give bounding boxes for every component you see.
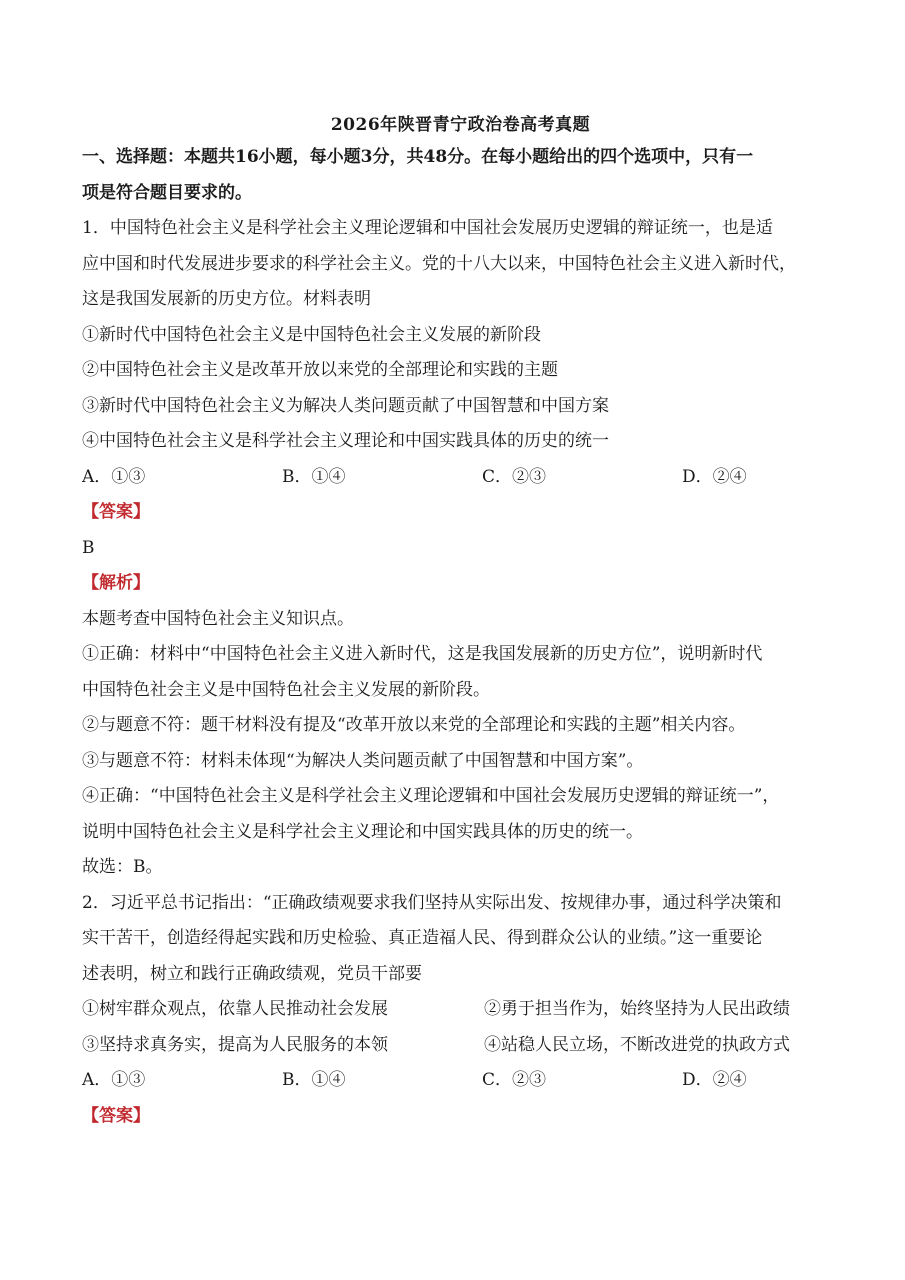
q1-option-d[interactable]: D．②④ <box>682 466 747 487</box>
q1-stem-line: 这是我国发展新的历史方位。材料表明 <box>82 289 371 309</box>
q2-statement-3: ③坚持求真务实，提高为人民服务的本领 <box>82 1034 388 1055</box>
q2-option-c[interactable]: C．②③ <box>482 1070 547 1090</box>
question-2 <box>82 886 839 1135</box>
q1-analysis-line: ②与题意不符：题干材料没有提及“改革开放以来党的全部理论和实践的主题”相关内容。 <box>82 715 746 735</box>
q1-option-b[interactable]: B．①④ <box>282 466 346 487</box>
q1-options <box>82 460 839 496</box>
q1-analysis-line: ④正确：“中国特色社会主义是科学社会主义理论逻辑和中国社会发展历史逻辑的辩证统一”， <box>82 786 780 806</box>
q1-stem-line: 1．中国特色社会主义是科学社会主义理论逻辑和中国社会发展历史逻辑的辩证统一，也是适 <box>82 218 773 238</box>
question-1 <box>82 211 839 886</box>
q1-option-a[interactable]: A．①③ <box>82 466 146 487</box>
q2-option-d[interactable]: D．②④ <box>682 1070 747 1090</box>
q1-analysis-line: 说明中国特色社会主义是科学社会主义理论和中国实践具体的历史的统一。 <box>82 821 643 842</box>
q2-stem-line: 述表明，树立和践行正确政绩观，党员干部要 <box>82 963 422 984</box>
q1-statement-4: ④中国特色社会主义是科学社会主义理论和中国实践具体的历史的统一 <box>82 431 609 451</box>
q2-statement-4: ④站稳人民立场，不断改进党的执政方式 <box>484 1034 790 1055</box>
q2-stem-line: 2．习近平总书记指出：“正确政绩观要求我们坚持从实际出发、按规律办事，通过科学决策和 <box>82 892 782 913</box>
q2-answer-tag: 【答案】 <box>82 1105 150 1126</box>
q1-analysis-tag: 【解析】 <box>82 573 150 593</box>
q1-statement-1: ①新时代中国特色社会主义是中国特色社会主义发展的新阶段 <box>82 324 541 345</box>
q1-analysis-line: ①正确：材料中“中国特色社会主义进入新时代，这是我国发展新的历史方位”，说明新时代 <box>82 644 763 664</box>
q2-option-a[interactable]: A．①③ <box>82 1070 146 1090</box>
q1-statement-3: ③新时代中国特色社会主义为解决人类问题贡献了中国智慧和中国方案 <box>82 395 609 416</box>
q2-statement-1: ①树牢群众观点，依靠人民推动社会发展 <box>82 999 388 1019</box>
q2-options <box>82 1063 839 1099</box>
q2-statements-row-1 <box>82 992 839 1028</box>
q1-stem-line: 应中国和时代发展进步要求的科学社会主义。党的十八大以来，中国特色社会主义进入新时代， <box>82 253 796 274</box>
q1-answer: B <box>82 537 95 558</box>
q2-option-b[interactable]: B．①④ <box>282 1070 346 1090</box>
q2-statements-row-2 <box>82 1028 839 1064</box>
q1-analysis-line: 本题考查中国特色社会主义知识点。 <box>82 608 354 629</box>
q2-statement-2: ②勇于担当作为，始终坚持为人民出政绩 <box>484 999 790 1019</box>
page-title: 2026年陕晋青宁政治卷高考真题 <box>330 115 591 135</box>
q1-answer-tag: 【答案】 <box>82 502 150 522</box>
q1-statement-2: ②中国特色社会主义是改革开放以来党的全部理论和实践的主题 <box>82 360 558 380</box>
section-instruction-line-1: 一、选择题：本题共16小题，每小题3分，共48分。在每小题给出的四个选项中，只有一 <box>82 147 754 167</box>
q1-option-c[interactable]: C．②③ <box>482 466 547 487</box>
q2-stem-line: 实干苦干，创造经得起实践和历史检验、真正造福人民、得到群众公认的业绩。”这一重要论 <box>82 928 763 948</box>
q1-analysis-line: ③与题意不符：材料未体现“为解决人类问题贡献了中国智慧和中国方案”。 <box>82 750 644 771</box>
q1-conclusion: 故选：B。 <box>82 857 163 877</box>
section-instruction-line-2: 项是符合题目要求的。 <box>82 182 252 203</box>
q1-analysis-line: 中国特色社会主义是中国特色社会主义发展的新阶段。 <box>82 679 490 700</box>
